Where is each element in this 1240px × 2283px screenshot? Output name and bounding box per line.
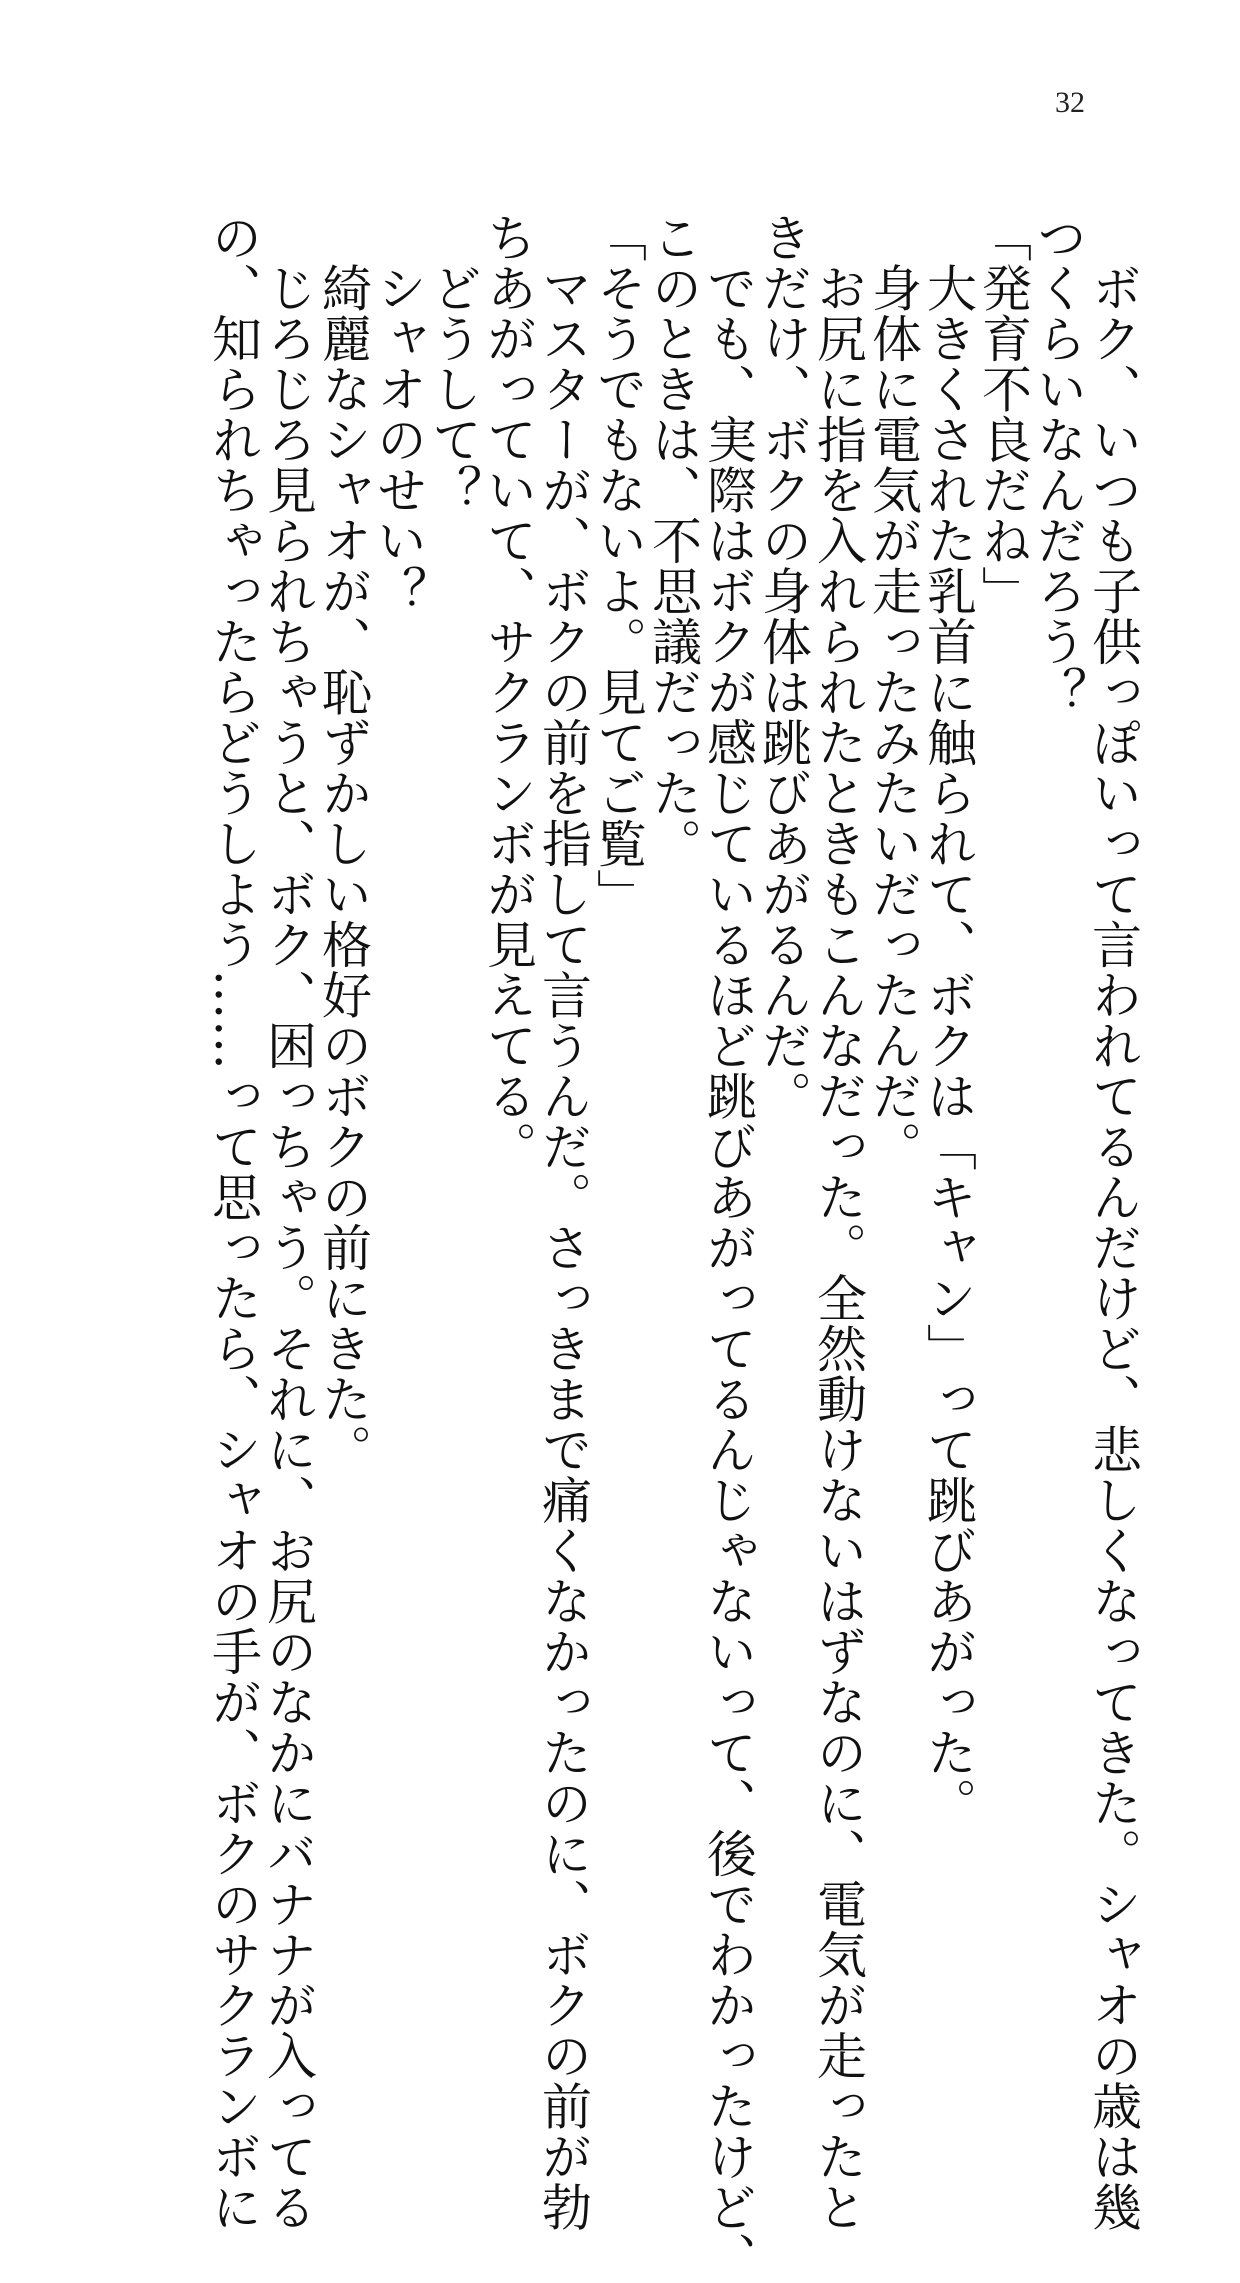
- text-line: マスターが、ボクの前を指して言うんだ。さっきまで痛くなかったのに、ボクの前が勃: [534, 212, 592, 2232]
- text-line: このときは、不思議だった。: [644, 212, 702, 869]
- text-line: ちあがっていて、サクランボが見えてる。: [479, 212, 537, 1172]
- text-line: の、知られちゃったらどうしよう……って思ったら、シャオの手が、ボクのサクランボに: [204, 212, 262, 2232]
- text-line: 綺麗なシャオが、恥ずかしい格好のボクの前にきた。: [314, 212, 372, 1475]
- text-line: つくらいなんだろう？: [1029, 212, 1087, 717]
- text-line: お尻に指を入れられたときもこんなだった。全然動けないはずなのに、電気が走ったと: [809, 212, 867, 2232]
- body-text: [204, 212, 1142, 2283]
- page-number: 32: [1055, 86, 1085, 119]
- text-line: 身体に電気が走ったみたいだったんだ。: [864, 212, 922, 1172]
- text-line: シャオのせい？: [369, 212, 427, 616]
- text-line: 「そうでもないよ。見てご覧」: [589, 212, 647, 919]
- text-line: どうして？: [424, 212, 482, 515]
- text-line: きだけ、ボクの身体は跳びあがるんだ。: [754, 212, 812, 1121]
- text-line: 大きくされた乳首に触られて、ボクは「キャン」って跳びあがった。: [919, 212, 977, 1828]
- text-line: ボク、いつも子供っぽいって言われてるんだけど、悲しくなってきた。シャオの歳は幾: [1084, 212, 1142, 2232]
- text-line: じろじろ見られちゃうと、ボク、困っちゃう。それに、お尻のなかにバナナが入ってる: [259, 212, 317, 2232]
- text-line: 「発育不良だね」: [974, 212, 1032, 616]
- text-line: でも、実際はボクが感じているほど跳びあがってるんじゃないって、後でわかったけど、: [699, 212, 757, 2283]
